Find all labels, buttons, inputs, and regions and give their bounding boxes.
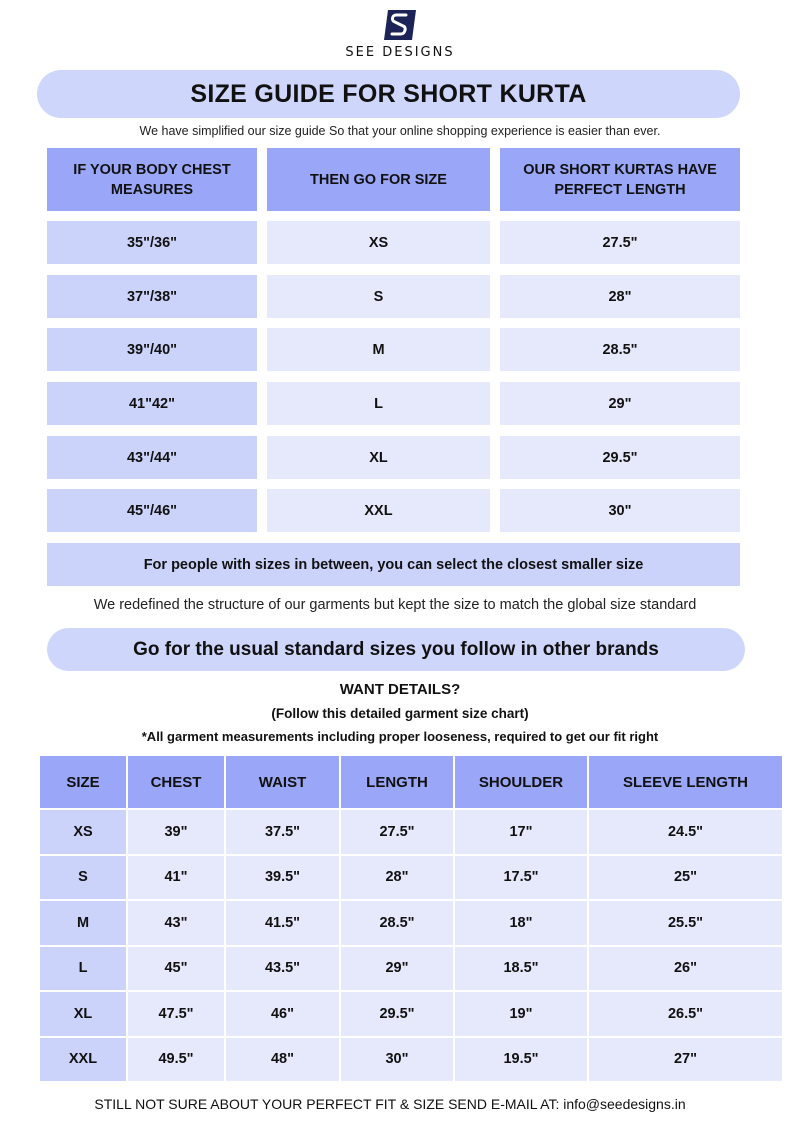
- chest-cell: 39"/40": [47, 328, 257, 371]
- table-row: [47, 382, 740, 425]
- redefined-note: We redefined the structure of our garments but kept the size to match the global size standard: [93, 597, 697, 613]
- chest-cell: 45": [127, 946, 225, 992]
- shoulder-cell: 17.5": [454, 855, 588, 901]
- table-row: [39, 991, 783, 1037]
- table-row: [47, 328, 740, 371]
- chest-cell: 41": [127, 855, 225, 901]
- chest-cell: 47.5": [127, 991, 225, 1037]
- size-cell: XL: [267, 436, 490, 479]
- size-cell: XS: [39, 809, 127, 855]
- size-cell: M: [39, 900, 127, 946]
- sleeve-length-cell: 26": [588, 946, 783, 992]
- header-cell: WAIST: [225, 755, 340, 809]
- waist-cell: 41.5": [225, 900, 340, 946]
- brand-name: SEE DESIGNS: [345, 45, 455, 60]
- header-cell: IF YOUR BODY CHEST MEASURES: [47, 148, 257, 211]
- header-cell: SLEEVE LENGTH: [588, 755, 783, 809]
- size-cell: L: [39, 946, 127, 992]
- length-cell: 29.5": [340, 991, 454, 1037]
- contact-footer: STILL NOT SURE ABOUT YOUR PERFECT FIT & SIZE SEND E-MAIL AT: info@seedesigns.in: [94, 1096, 686, 1112]
- length-cell: 27.5": [500, 221, 740, 264]
- length-cell: 29.5": [500, 436, 740, 479]
- chest-cell: 39": [127, 809, 225, 855]
- stylized-s-logo-icon: [384, 10, 416, 40]
- garment-size-table: [38, 754, 784, 1083]
- page-title: SIZE GUIDE FOR SHORT KURTA: [190, 79, 587, 108]
- shoulder-cell: 19": [454, 991, 588, 1037]
- sleeve-length-cell: 27": [588, 1037, 783, 1083]
- table-row: [47, 221, 740, 264]
- chest-cell: 41"42": [47, 382, 257, 425]
- title-banner: [37, 70, 740, 118]
- sleeve-length-cell: 25": [588, 855, 783, 901]
- waist-cell: 43.5": [225, 946, 340, 992]
- length-cell: 30": [340, 1037, 454, 1083]
- table-row: [47, 436, 740, 479]
- header-cell: SHOULDER: [454, 755, 588, 809]
- length-cell: 28.5": [340, 900, 454, 946]
- table-row: [39, 809, 783, 855]
- length-cell: 28": [500, 275, 740, 318]
- shoulder-cell: 19.5": [454, 1037, 588, 1083]
- size-cell: M: [267, 328, 490, 371]
- size-cell: XXL: [267, 489, 490, 532]
- length-cell: 27.5": [340, 809, 454, 855]
- size-cell: S: [267, 275, 490, 318]
- intro-text: We have simplified our size guide So that your online shopping experience is easier than ever.: [139, 124, 661, 138]
- chest-cell: 43": [127, 900, 225, 946]
- length-cell: 28.5": [500, 328, 740, 371]
- brand-logo: [0, 10, 800, 60]
- size-guide-header-row: [47, 148, 740, 211]
- header-cell: LENGTH: [340, 755, 454, 809]
- length-cell: 29": [340, 946, 454, 992]
- table-row: [39, 855, 783, 901]
- chest-cell: 49.5": [127, 1037, 225, 1083]
- table-row: [39, 900, 783, 946]
- size-cell: S: [39, 855, 127, 901]
- length-cell: 28": [340, 855, 454, 901]
- sleeve-length-cell: 25.5": [588, 900, 783, 946]
- details-disclaimer: *All garment measurements including proper looseness, required to get our fit right: [141, 729, 659, 744]
- chest-cell: 37"/38": [47, 275, 257, 318]
- header-cell: OUR SHORT KURTAS HAVE PERFECT LENGTH: [500, 148, 740, 211]
- waist-cell: 39.5": [225, 855, 340, 901]
- details-subheading: (Follow this detailed garment size chart): [271, 706, 529, 721]
- table-row: [47, 489, 740, 532]
- header-cell: THEN GO FOR SIZE: [267, 148, 490, 211]
- header-cell: SIZE: [39, 755, 127, 809]
- garment-header-row: [39, 755, 783, 809]
- chest-cell: 35"/36": [47, 221, 257, 264]
- header-cell: CHEST: [127, 755, 225, 809]
- table-row: [39, 1037, 783, 1083]
- length-cell: 30": [500, 489, 740, 532]
- chest-cell: 45"/46": [47, 489, 257, 532]
- table-row: [39, 946, 783, 992]
- shoulder-cell: 18.5": [454, 946, 588, 992]
- size-cell: XL: [39, 991, 127, 1037]
- details-heading: WANT DETAILS?: [339, 681, 461, 698]
- shoulder-cell: 18": [454, 900, 588, 946]
- size-cell: XXL: [39, 1037, 127, 1083]
- waist-cell: 37.5": [225, 809, 340, 855]
- table-row: [47, 275, 740, 318]
- sleeve-length-cell: 26.5": [588, 991, 783, 1037]
- standard-sizes-text: Go for the usual standard sizes you follow in other brands: [133, 638, 659, 660]
- chest-cell: 43"/44": [47, 436, 257, 479]
- shoulder-cell: 17": [454, 809, 588, 855]
- length-cell: 29": [500, 382, 740, 425]
- standard-sizes-banner: [47, 628, 745, 671]
- size-cell: L: [267, 382, 490, 425]
- in-between-note: For people with sizes in between, you can select the closest smaller size: [47, 543, 740, 586]
- waist-cell: 48": [225, 1037, 340, 1083]
- size-cell: XS: [267, 221, 490, 264]
- waist-cell: 46": [225, 991, 340, 1037]
- sleeve-length-cell: 24.5": [588, 809, 783, 855]
